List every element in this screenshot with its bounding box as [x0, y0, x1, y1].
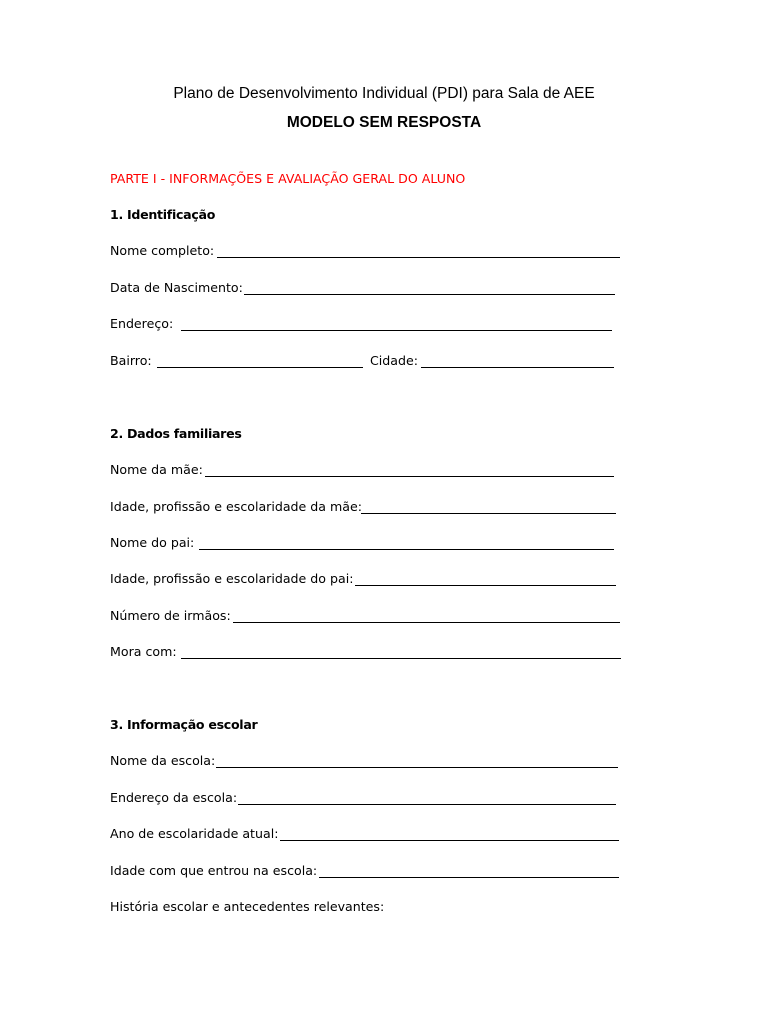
field-line-data-nascimento[interactable]	[244, 294, 615, 295]
section-heading-dados-familiares: 2. Dados familiares	[110, 426, 242, 441]
field-line-nome-pai[interactable]	[199, 549, 614, 550]
part-1-title: PARTE I - INFORMAÇÕES E AVALIAÇÃO GERAL DO ALUNO	[110, 171, 466, 186]
field-line-endereco-escola[interactable]	[238, 804, 616, 805]
field-line-ano-escolaridade[interactable]	[280, 840, 619, 841]
field-line-mora-com[interactable]	[181, 658, 621, 659]
label-idade-mae: Idade, profissão e escolaridade da mãe:	[110, 499, 362, 514]
label-ano-escolaridade: Ano de escolaridade atual:	[110, 826, 279, 841]
field-line-nome-escola[interactable]	[216, 767, 618, 768]
field-line-nome-completo[interactable]	[217, 257, 620, 258]
field-line-idade-entrou[interactable]	[319, 877, 619, 878]
field-line-numero-irmaos[interactable]	[233, 622, 620, 623]
label-nome-completo: Nome completo:	[110, 243, 215, 258]
label-idade-pai: Idade, profissão e escolaridade do pai:	[110, 571, 354, 586]
field-line-idade-pai[interactable]	[355, 585, 616, 586]
label-idade-entrou: Idade com que entrou na escola:	[110, 863, 318, 878]
label-endereco: Endereço:	[110, 316, 174, 331]
label-endereco-escola: Endereço da escola:	[110, 790, 238, 805]
label-data-nascimento: Data de Nascimento:	[110, 280, 243, 295]
document-subtitle: MODELO SEM RESPOSTA	[286, 114, 482, 131]
field-line-endereco[interactable]	[181, 330, 612, 331]
field-line-cidade[interactable]	[421, 367, 614, 368]
label-cidade: Cidade:	[370, 353, 418, 368]
section-heading-identificacao: 1. Identificação	[110, 207, 216, 222]
section-heading-informacao-escolar: 3. Informação escolar	[110, 717, 258, 732]
label-numero-irmaos: Número de irmãos:	[110, 608, 231, 623]
label-nome-pai: Nome do pai:	[110, 535, 195, 550]
label-nome-mae: Nome da mãe:	[110, 462, 203, 477]
label-bairro: Bairro:	[110, 353, 152, 368]
document-title: Plano de Desenvolvimento Individual (PDI) para Sala de AEE	[173, 85, 595, 102]
label-historia-escolar: História escolar e antecedentes relevantes:	[110, 899, 385, 914]
field-line-idade-mae[interactable]	[361, 513, 616, 514]
field-line-bairro[interactable]	[157, 367, 363, 368]
field-line-nome-mae[interactable]	[205, 476, 614, 477]
label-nome-escola: Nome da escola:	[110, 753, 216, 768]
label-mora-com: Mora com:	[110, 644, 177, 659]
